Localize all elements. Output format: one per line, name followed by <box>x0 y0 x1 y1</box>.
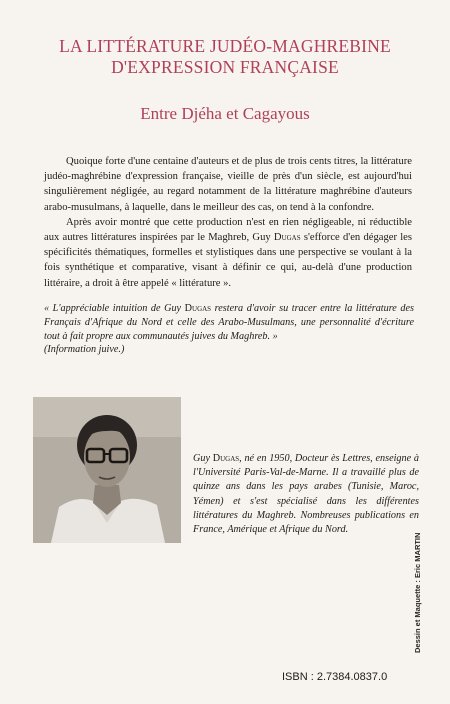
bio-text: Guy <box>193 453 213 464</box>
bio-text: , né en 1950, Docteur ès Lettres, enseigne à l'Université Paris-Val-de-Marne. Il a travaillé plus de quinze ans dans les pays arabes (Tunisie, Maroc, Yémen) et s'est spécialisé dans les différentes littératures du Maghreb. Nombreuses publications en France, Amérique et Afrique du Nord. <box>193 453 419 536</box>
author-bio-text <box>193 452 419 537</box>
author-photo <box>33 397 181 543</box>
book-title-line1: LA LITTÉRATURE JUDÉO-MAGHREBINE <box>59 36 391 56</box>
description <box>44 154 412 291</box>
press-quote-text <box>44 302 414 343</box>
author-surname: Dugas <box>212 453 240 464</box>
author-bio <box>193 452 419 537</box>
quote-text: « L'appréciable intuition de Guy <box>44 303 185 314</box>
press-quote <box>44 302 414 357</box>
author-surname: Dugas <box>184 303 212 314</box>
design-credit-text: Dessin et Maquette : Eric MARTIN <box>413 532 422 653</box>
paragraph-text: s'efforce d'en dégager les spécificités thématiques, formelles et stylistiques dans une perspective se voulant à la fois synthétique et comparative, visant à définir ce qui, au-delà d'une production littéraire, a droit à être appelé « littérature ». <box>44 232 412 289</box>
author-surname: Dugas <box>273 232 301 244</box>
book-title <box>0 36 450 78</box>
book-title-line2: D'EXPRESSION FRANÇAISE <box>111 57 339 77</box>
description-paragraph-1: Quoique forte d'une centaine d'auteurs et de plus de trois cents titres, la littérature judéo-maghrébine d'expression française, vieille de près d'un siècle, est aujourd'hui singulièrement négligée, au regard notamment de la littérature maghrébine d'auteurs arabo-musulmans, à laquelle, dans le meilleur des cas, on tend à la confondre. <box>44 156 412 213</box>
book-subtitle: Entre Djéha et Cagayous <box>140 104 310 123</box>
description-paragraph-2 <box>44 215 412 291</box>
paragraph-text: Après avoir montré que cette production n'est en rien négligeable, ni réductible aux autres littératures inspirées par le Maghreb, Guy <box>44 216 412 244</box>
quote-text: restera d'avoir su tracer entre la littérature des Français d'Afrique du Nord et celle des Arabo-Musulmans, une personnalité d'écriture tout à fait propre aux communautés juives du Maghreb. » <box>44 303 414 342</box>
press-quote-source: (Information juive.) <box>44 344 125 356</box>
isbn: ISBN : 2.7384.0837.0 <box>282 671 388 683</box>
